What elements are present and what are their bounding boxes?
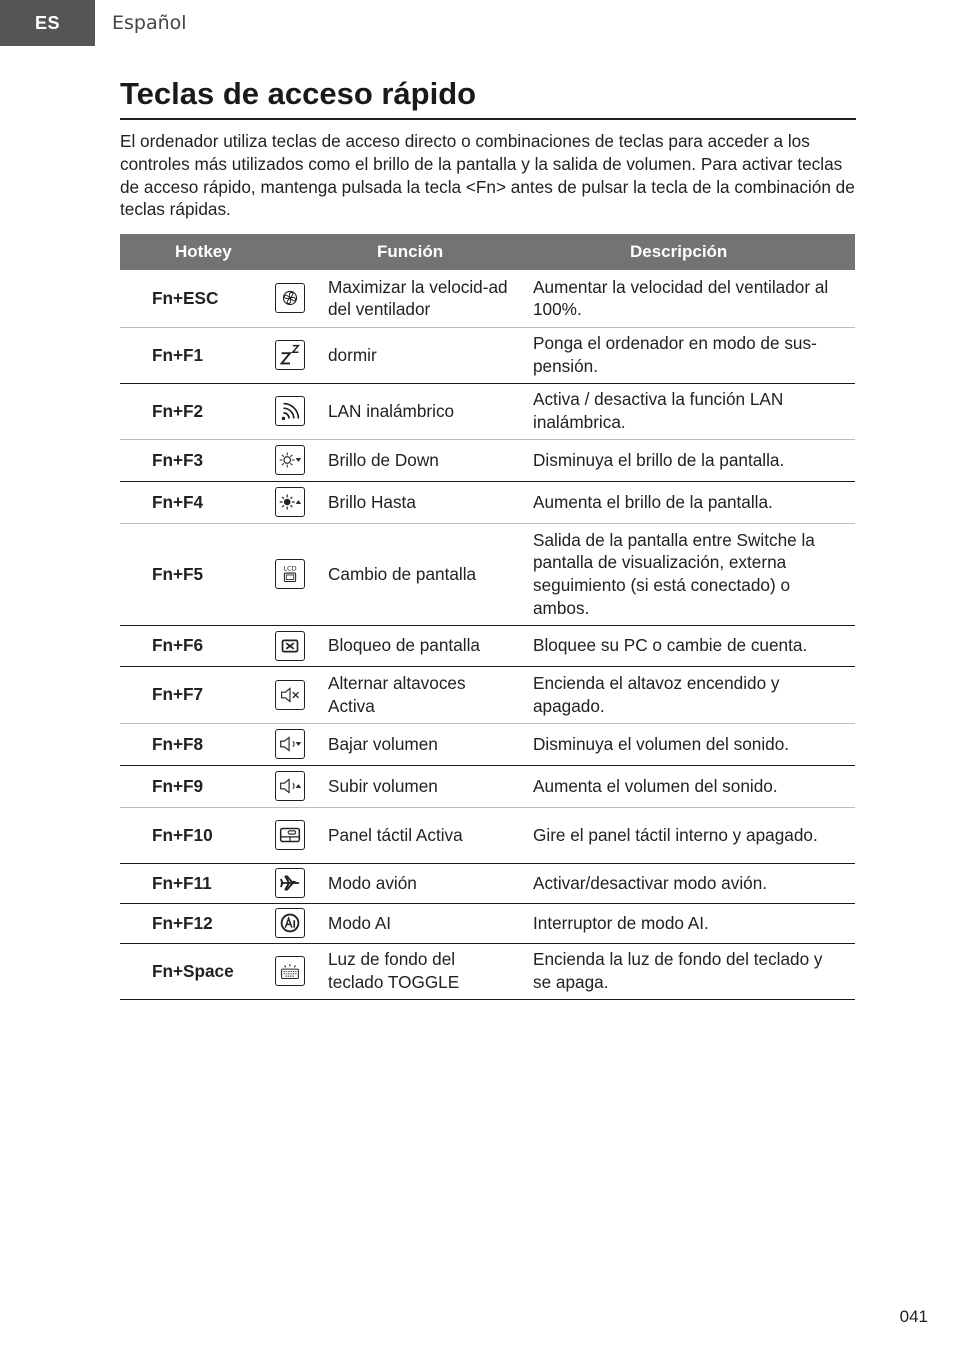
speaker-mute-icon xyxy=(275,680,305,710)
table-row xyxy=(120,765,855,807)
hotkey-cell: Fn+F11 xyxy=(120,863,260,903)
hotkey-cell: Fn+F5 xyxy=(120,523,260,625)
function-cell: Luz de fondo del teclado TOGGLE xyxy=(320,943,525,999)
touchpad-icon xyxy=(275,820,305,850)
brightness-down-icon xyxy=(275,445,305,475)
table-row xyxy=(120,383,855,439)
hotkey-cell: Fn+F1 xyxy=(120,327,260,383)
title-divider xyxy=(120,118,856,120)
function-cell: Modo avión xyxy=(320,863,525,903)
function-cell: Brillo Hasta xyxy=(320,481,525,523)
function-cell: Panel táctil Activa xyxy=(320,807,525,863)
brightness-up-icon xyxy=(275,487,305,517)
description-cell: Activar/desactivar modo avión. xyxy=(525,863,855,903)
screen-lock-icon xyxy=(275,631,305,661)
hotkey-cell: Fn+ESC xyxy=(120,270,260,327)
function-cell: Cambio de pantalla xyxy=(320,523,525,625)
ai-mode-icon xyxy=(275,908,305,938)
hotkey-cell: Fn+F4 xyxy=(120,481,260,523)
table-header-row xyxy=(120,234,855,270)
function-cell: Bloqueo de pantalla xyxy=(320,625,525,666)
language-tab: ES xyxy=(0,0,95,46)
table-row xyxy=(120,666,855,723)
description-cell: Ponga el ordenador en modo de sus-pensión. xyxy=(525,327,855,383)
page-number: 041 xyxy=(899,1307,928,1326)
function-cell: Maximizar la velocid-ad del ventilador xyxy=(320,270,525,327)
function-cell: Modo AI xyxy=(320,903,525,943)
display-switch-icon-label: LCD xyxy=(283,564,297,573)
display-switch-icon xyxy=(275,559,305,589)
description-cell: Bloquee su PC o cambie de cuenta. xyxy=(525,625,855,666)
table-row xyxy=(120,481,855,523)
function-cell: Subir volumen xyxy=(320,765,525,807)
wireless-icon xyxy=(275,396,305,426)
page-title: Teclas de acceso rápido xyxy=(120,76,477,111)
description-cell: Aumenta el volumen del sonido. xyxy=(525,765,855,807)
keyboard-backlight-icon xyxy=(275,956,305,986)
fan-icon xyxy=(275,283,305,313)
hotkey-cell: Fn+F3 xyxy=(120,439,260,481)
airplane-icon xyxy=(275,868,305,898)
description-cell: Interruptor de modo AI. xyxy=(525,903,855,943)
description-cell: Aumenta el brillo de la pantalla. xyxy=(525,481,855,523)
description-cell: Salida de la pantalla entre Switche la pantalla de visualización, externa seguimiento (si está conectado) o ambos. xyxy=(525,523,855,625)
function-cell: Bajar volumen xyxy=(320,723,525,765)
intro-paragraph: El ordenador utiliza teclas de acceso directo o combinaciones de teclas para acceder a los controles más utilizados como el brillo de la pantalla y la salida de volumen. Para activar teclas de acceso rápido, mantenga pulsada la tecla <Fn> antes de pulsar la tecla de la combinación de teclas rápidas. xyxy=(120,131,855,220)
table-row xyxy=(120,863,855,903)
function-cell: dormir xyxy=(320,327,525,383)
function-cell: Alternar altavoces Activa xyxy=(320,666,525,723)
table-row xyxy=(120,523,855,625)
header-hotkey: Hotkey xyxy=(120,234,320,270)
table-row xyxy=(120,723,855,765)
description-cell: Aumentar la velocidad del ventilador al 100%. xyxy=(525,270,855,327)
description-cell: Encienda la luz de fondo del teclado y se apaga. xyxy=(525,943,855,999)
volume-up-icon xyxy=(275,771,305,801)
sleep-icon xyxy=(275,340,305,370)
hotkey-cell: Fn+F2 xyxy=(120,383,260,439)
description-cell: Gire el panel táctil interno y apagado. xyxy=(525,807,855,863)
table-row xyxy=(120,625,855,666)
table-row xyxy=(120,327,855,383)
language-name: Español xyxy=(112,12,187,34)
table-row xyxy=(120,439,855,481)
table-row xyxy=(120,270,855,327)
hotkey-cell: Fn+F10 xyxy=(120,807,260,863)
description-cell: Disminuya el volumen del sonido. xyxy=(525,723,855,765)
hotkey-cell: Fn+F6 xyxy=(120,625,260,666)
hotkey-cell: Fn+F7 xyxy=(120,666,260,723)
hotkey-cell: Fn+F9 xyxy=(120,765,260,807)
function-cell: Brillo de Down xyxy=(320,439,525,481)
function-cell: LAN inalámbrico xyxy=(320,383,525,439)
table-row xyxy=(120,943,855,999)
description-cell: Encienda el altavoz encendido y apagado. xyxy=(525,666,855,723)
hotkey-cell: Fn+Space xyxy=(120,943,260,999)
volume-down-icon xyxy=(275,729,305,759)
table-row xyxy=(120,807,855,863)
description-cell: Activa / desactiva la función LAN inalámbrica. xyxy=(525,383,855,439)
hotkey-cell: Fn+F8 xyxy=(120,723,260,765)
table-row xyxy=(120,903,855,943)
header-funcion: Función xyxy=(320,234,525,270)
header-descripcion: Descripción xyxy=(525,234,855,270)
hotkey-table xyxy=(120,234,855,1000)
hotkey-cell: Fn+F12 xyxy=(120,903,260,943)
description-cell: Disminuya el brillo de la pantalla. xyxy=(525,439,855,481)
